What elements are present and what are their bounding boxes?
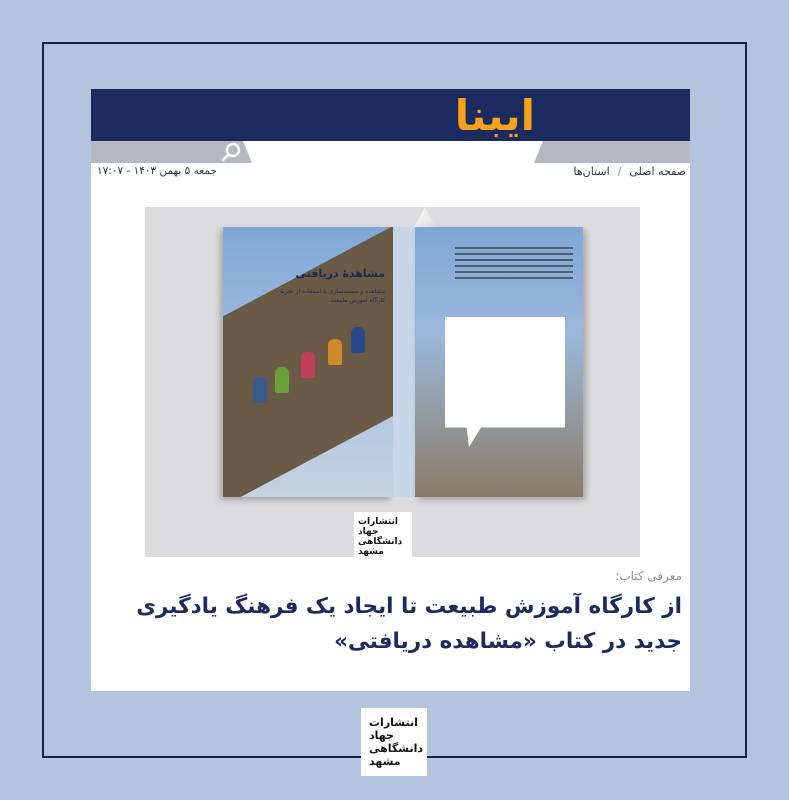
- breadcrumb-section[interactable]: استان‌ها: [573, 165, 610, 178]
- publisher-logo-line: دانشگاهی: [358, 537, 403, 547]
- headline-line-1: از کارگاه آموزش طبیعت تا ایجاد یک فرهنگ یادگیری: [136, 594, 682, 619]
- hiker-figure: [253, 377, 267, 403]
- publisher-logo-in-image: [354, 512, 412, 562]
- publisher-logo: [361, 708, 427, 776]
- header-notch: [243, 141, 543, 163]
- headline-line-2: جدید در کتاب «مشاهده دریافتی»: [334, 629, 682, 654]
- breadcrumb: [573, 165, 686, 178]
- publisher-logo-line: انتشارات: [369, 716, 418, 729]
- hiker-figure: [275, 367, 289, 393]
- breadcrumb-separator: /: [617, 165, 622, 178]
- book-spine: [393, 227, 415, 497]
- publisher-logo-line: مشهد: [358, 547, 384, 557]
- hiker-figure: [351, 327, 365, 353]
- breadcrumb-home[interactable]: صفحه اصلی: [629, 165, 686, 178]
- speech-bubble: [445, 317, 565, 447]
- article-image: [145, 207, 640, 557]
- publisher-logo-line: جهاد: [358, 527, 379, 537]
- article-date: جمعه ۵ بهمن ۱۴۰۳ - ۱۷:۰۷: [97, 165, 217, 177]
- book-subtitle: مشاهده و مستندسازی با استفاده از تجربهٔ کارگاه آموزش طبیعت: [280, 288, 385, 304]
- publisher-logo-line: انتشارات: [358, 517, 398, 527]
- hiker-figure: [328, 339, 342, 365]
- hiker-figure: [301, 352, 315, 378]
- search-icon[interactable]: [219, 139, 245, 165]
- publisher-logo-line: مشهد: [369, 755, 401, 768]
- book-back-cover: [223, 227, 393, 497]
- book-front-cover: [415, 227, 583, 497]
- article-kicker: معرفی کتاب؛: [615, 569, 682, 583]
- book-title: مشاهدهٔ دریافتی: [295, 267, 385, 280]
- publisher-logo-line: جهاد: [369, 729, 394, 742]
- meta-row: [91, 165, 690, 183]
- news-card: [91, 89, 690, 691]
- cover-text-block: [455, 247, 573, 283]
- site-header: [91, 89, 690, 141]
- site-logo[interactable]: ایبنا: [454, 90, 535, 140]
- article-headline[interactable]: [92, 589, 682, 659]
- publisher-logo-line: دانشگاهی: [369, 742, 424, 755]
